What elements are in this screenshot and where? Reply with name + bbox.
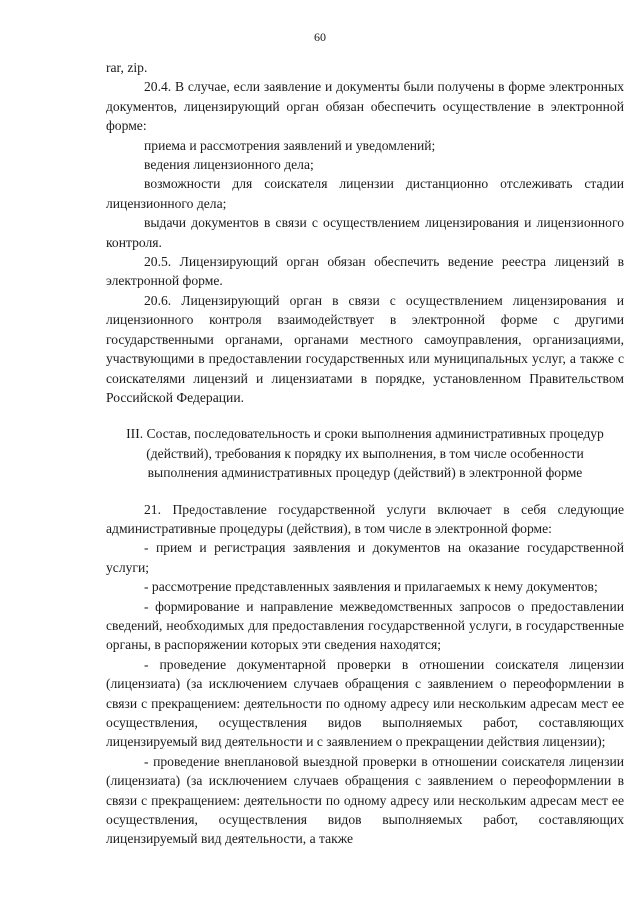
paragraph: 20.6. Лицензирующий орган в связи с осуществлением лицензирования и лицензионного контроля взаимодействует в электронной форме с другими государственными органами, органами местного самоуправления, организациями, участвующими в предоставлении государственных или муниципальных услуг, а также с соискателями лицензий и лицензиатами в порядке, установленном Правительством Российской Федерации. (106, 292, 624, 405)
list-item: - рассмотрение представленных заявления и прилагаемых к нему документов; (144, 579, 598, 595)
list-item: - проведение внеплановой выездной проверки в отношении соискателя лицензии (лицензиата) (за исключением случаев обращения с заявлением о переоформлении в связи с прекращением: деятельности по одному адресу или нескольким адресам мест ее осуществления, осуществления видов выполняемых работ, составляющих лицензируемый вид деятельности, а также (106, 753, 624, 847)
paragraph: 20.5. Лицензирующий орган обязан обеспечить ведение реестра лицензий в электронной форме. (106, 254, 624, 289)
list-item: - формирование и направление межведомственных запросов о предоставлении сведений, необходимых для предоставления государственной услуги, в государственные органы, в распоряжении которых эти сведения находятся; (106, 598, 624, 653)
paragraph-continuation: rar, zip. (106, 60, 148, 75)
paragraph: приема и рассмотрения заявлений и уведомлений; (144, 137, 436, 153)
paragraph: выдачи документов в связи с осуществлением лицензирования и лицензионного контроля. (106, 215, 624, 250)
list-item: - проведение документарной проверки в отношении соискателя лицензии (лицензиата) (за исключением случаев обращения с заявлением о переоформлении в связи с прекращением: деятельности по одному адресу или нескольким адресам мест ее осуществления, осуществления видов выполняемых работ, составляющих лицензируемый вид деятельности и с заявлением о прекращении действия лицензии); (106, 656, 624, 750)
paragraph: ведения лицензионного дела; (144, 157, 314, 173)
section-heading: III. Состав, последовательность и сроки выполнения административных процедур (действий), требования к порядку их выполнения, в том числе особенности выполнения административных процедур (действий) в электронной форме (126, 426, 604, 481)
paragraph: 20.4. В случае, если заявление и документы были получены в форме электронных документов, лицензирующий орган обязан обеспечить осуществление в электронной форме: (106, 79, 624, 134)
paragraph: возможности для соискателя лицензии дистанционно отслеживать стадии лицензионного дела; (106, 176, 624, 211)
paragraph: 21. Предоставление государственной услуги включает в себя следующие административные процедуры (действия), в том числе в электронной форме: (106, 501, 624, 536)
page-number: 60 (314, 30, 326, 44)
list-item: - прием и регистрация заявления и документов на оказание государственной услуги; (106, 540, 624, 575)
document-body (106, 58, 624, 849)
